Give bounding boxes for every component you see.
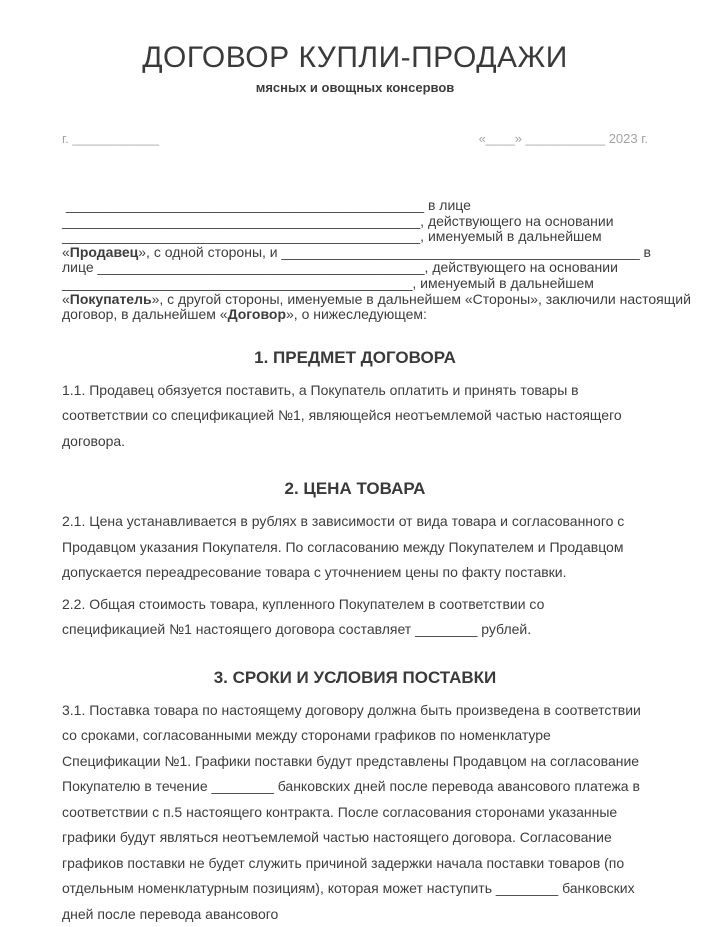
document-subtitle: мясных и овощных консервов xyxy=(255,80,455,95)
preamble-term-bold: Продавец xyxy=(69,243,139,260)
preamble-text: ______________________________________________, действующего на основании xyxy=(62,212,614,229)
preamble-line xyxy=(62,307,648,323)
preamble-text: « xyxy=(62,290,70,307)
section-heading: 3. СРОКИ И УСЛОВИЯ ПОСТАВКИ xyxy=(213,667,497,687)
section-paragraph: 2.2. Общая стоимость товара, купленного Покупателем в соответствии со спецификацией №1 настоящего договора составляет ________ рублей. xyxy=(62,595,545,638)
preamble-line xyxy=(62,198,648,214)
preamble-term-bold: Договор xyxy=(227,306,286,323)
preamble-line xyxy=(62,214,648,230)
dateline xyxy=(62,131,648,146)
section-paragraph: 2.1. Цена устанавливается в рублях в зависимости от вида товара и согласованного с Продавцом указания Покупателя. По согласованию между Покупателем и Продавцом допускается переадресование товара с уточнением цены по факту поставки. xyxy=(62,513,625,581)
preamble-line xyxy=(62,260,648,276)
preamble-text: « xyxy=(62,243,70,260)
dateline-date-blank: «____» ___________ 2023 г. xyxy=(478,131,648,146)
preamble-line xyxy=(62,229,648,245)
preamble-text: лице __________________________________________, действующего на основании xyxy=(62,259,618,276)
preamble-line xyxy=(62,290,691,308)
preamble-text: », о нижеследующем: xyxy=(286,306,427,323)
document-title: ДОГОВОР КУПЛИ-ПРОДАЖИ xyxy=(142,41,568,74)
preamble-line xyxy=(62,243,651,261)
preamble-text: », с одной стороны, и ______________________________________________ в xyxy=(138,243,651,260)
section-paragraph: 3.1. Поставка товара по настоящему договору должна быть произведена в соответствии со сроками, согласованными между сторонами графиков по номенклатуре Спецификации №1. Графики поставки будут представлены Продавцом на согласование Покупателю в течение ________ банковских дней после перевода авансового платежа в соответствии с п.5 настоящего контракта. После согласования сторонами указанные графики будут являться неотъемлемой частью настоящего договора. Согласование графиков поставки не будет служить причиной задержки начала поставки товаров (по отдельным номенклатурным позициям), которая может наступить ________ банковских дней после перевода авансового xyxy=(62,701,641,922)
section-paragraph: 1.1. Продавец обязуется поставить, а Покупатель оплатить и принять товары в соответствии со спецификацией №1, являющейся неотъемлемой частью настоящего договора. xyxy=(62,381,622,449)
section-heading: 2. ЦЕНА ТОВАРА xyxy=(284,479,426,499)
preamble-text: ______________________________________________ в лице xyxy=(62,197,471,213)
dateline-city-blank: г. ____________ xyxy=(62,131,160,146)
preamble-text: », с другой стороны, именуемые в дальнейшем «Стороны», заключили настоящий xyxy=(151,290,691,307)
preamble-text: ______________________________________________, именуемый в дальнейшем xyxy=(62,228,602,245)
preamble xyxy=(62,197,691,323)
preamble-term-bold: Покупатель xyxy=(69,290,152,307)
preamble-text: _____________________________________________, именуемый в дальнейшем xyxy=(62,274,594,291)
section-heading: 1. ПРЕДМЕТ ДОГОВОРА xyxy=(254,347,456,367)
preamble-text: договор, в дальнейшем « xyxy=(62,306,228,323)
sections-container xyxy=(62,348,648,927)
preamble-line xyxy=(62,276,648,292)
